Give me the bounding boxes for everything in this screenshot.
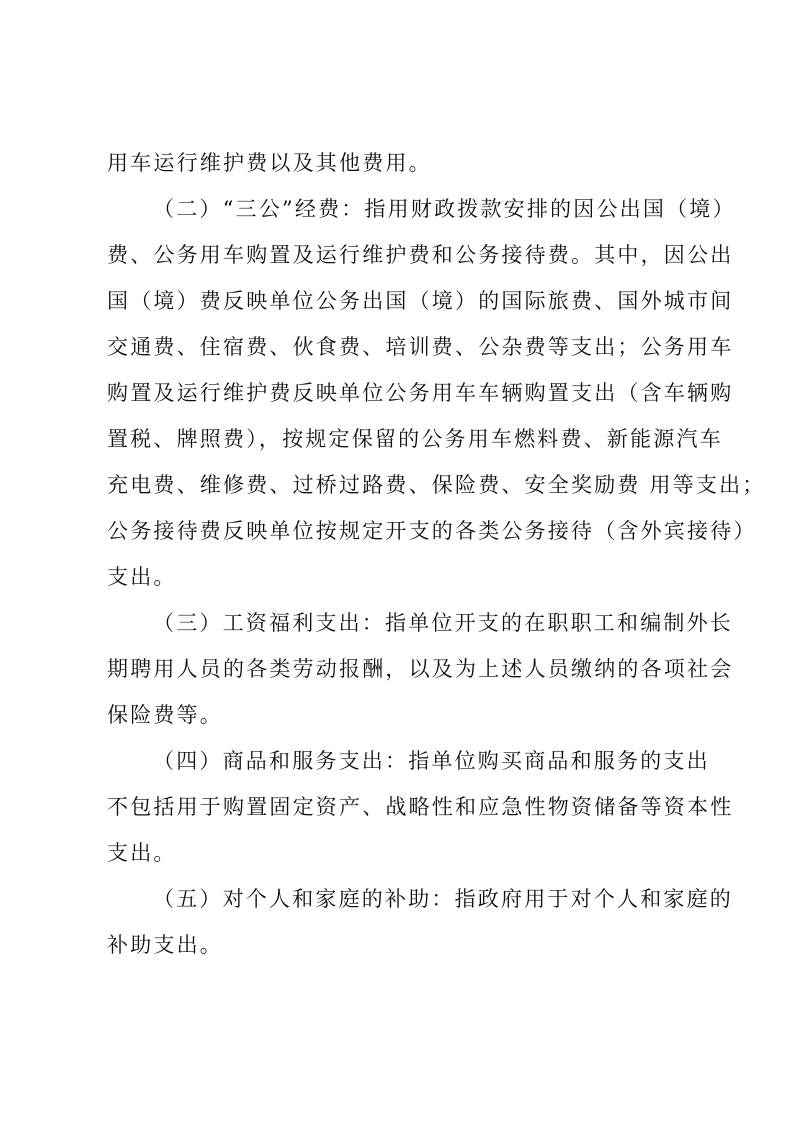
text-line: 国（境）费反映单位公务出国（境）的国际旅费、国外城市间	[107, 289, 734, 313]
text-line: 置税、牌照费），按规定保留的公务用车燃料费、新能源汽车	[107, 427, 723, 451]
section-heading-line: （三）工资福利支出：指单位开支的在职职工和编制外长	[153, 611, 733, 635]
text-line: 充电费、维修费、过桥过路费、保险费、安全奖励费 用等支出；	[107, 473, 766, 497]
text-line: 公务接待费反映单位按规定开支的各类公务接待（含外宾接待）	[107, 519, 757, 543]
text-line: 补助支出。	[107, 933, 223, 957]
section-heading-line: （四）商品和服务支出：指单位购买商品和服务的支出	[153, 749, 710, 773]
text-line: 保险费等。	[107, 703, 223, 727]
text-line: 用车运行维护费以及其他费用。	[107, 151, 432, 175]
text-line: 支出。	[107, 565, 177, 589]
text-line: 期聘用人员的各类劳动报酬，以及为上述人员缴纳的各项社会	[107, 657, 734, 681]
text-line: 支出。	[107, 841, 177, 865]
text-line: 费、公务用车购置及运行维护费和公务接待费。其中，因公出	[107, 243, 734, 267]
section-heading-line: （五）对个人和家庭的补助：指政府用于对个人和家庭的	[153, 887, 733, 911]
text-line: 购置及运行维护费反映单位公务用车车辆购置支出（含车辆购	[107, 381, 734, 405]
section-heading-line: （二）“三公”经费：指用财政拨款安排的因公出国（境）	[153, 197, 736, 221]
text-line: 不包括用于购置固定资产、战略性和应急性物资储备等资本性	[107, 795, 734, 819]
text-line: 交通费、住宿费、伙食费、培训费、公杂费等支出；公务用车	[107, 335, 734, 359]
